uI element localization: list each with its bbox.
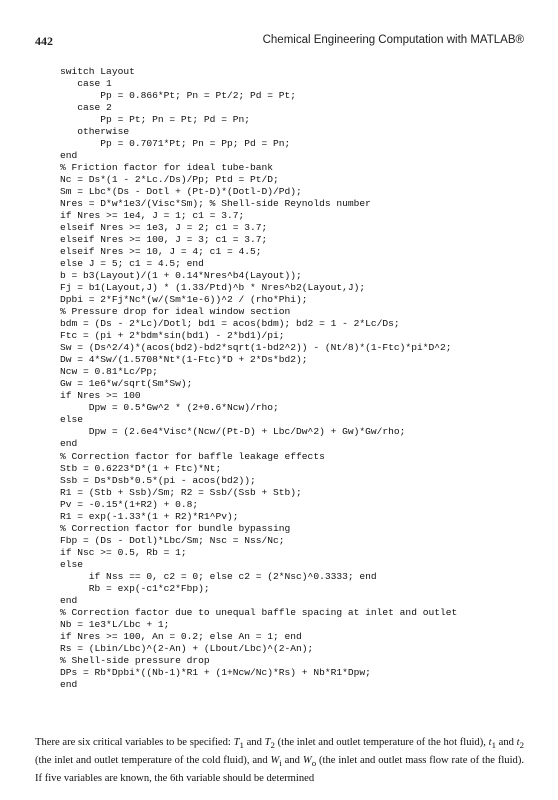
text-span: and [243, 737, 265, 748]
code-line: else J = 5; c1 = 4.5; end [60, 258, 204, 270]
code-line: bdm = (Ds - 2*Lc)/Dotl; bd1 = acos(bdm); bd2 = 1 - 2*Lc/Ds; [60, 318, 400, 330]
code-line: end [60, 150, 78, 162]
var-t: t [516, 737, 520, 748]
code-line: Dpw = 0.5*Gw^2 * (2+0.6*Ncw)/rho; [60, 402, 279, 414]
code-line: Sm = Lbc*(Ds - Dotl + (Pt-D)*(Dotl-D)/Pd); [60, 186, 302, 198]
code-line: Sw = (Ds^2/4)*(acos(bd2)-bd2*sqrt(1-bd2^2)) - (Nt/8)*(1-Ftc)*pi*D^2; [60, 342, 452, 354]
code-line: Nres = D*w*1e3/(Visc*Sm); % Shell-side Reynolds number [60, 198, 371, 210]
code-line: case 2 [60, 102, 112, 114]
text-span: and [495, 737, 517, 748]
code-line: b = b3(Layout)/(1 + 0.14*Nres^b4(Layout)); [60, 270, 302, 282]
code-line: end [60, 438, 78, 450]
subscript: 2 [519, 740, 525, 751]
code-line: R1 = exp(-1.33*(1 + R2)*R1^Pv); [60, 510, 239, 522]
code-line: if Nres >= 1e4, J = 1; c1 = 3.7; [60, 210, 245, 222]
code-line: if Nres >= 100, An = 0.2; else An = 1; end [60, 630, 302, 642]
running-title: Chemical Engineering Computation with MATLAB® [262, 34, 524, 46]
code-line: if Nsc >= 0.5, Rb = 1; [60, 546, 187, 558]
code-line: otherwise [60, 126, 130, 138]
code-line: end [60, 678, 78, 690]
code-line: Stb = 0.6223*D*(1 + Ftc)*Nt; [60, 462, 222, 474]
code-line: % Friction factor for ideal tube-bank [60, 162, 274, 174]
var-T: T [233, 737, 240, 748]
code-line: if Nres >= 100 [60, 390, 141, 402]
text-span: (the inlet and outlet temperature of the cold fluid), and [35, 755, 271, 767]
subscript: 1 [239, 740, 244, 751]
subscript: o [311, 758, 317, 769]
code-line: Nc = Ds*(1 - 2*Lc./Ds)/Pp; Ptd = Pt/D; [60, 174, 279, 186]
text-span: There are six critical variables to be specified: [35, 737, 234, 748]
code-line: Rs = (Lbin/Lbc)^(2-An) + (Lbout/Lbc)^(2-An); [60, 642, 314, 654]
code-line: elseif Nres >= 1e3, J = 2; c1 = 3.7; [60, 222, 268, 234]
code-line: Nb = 1e3*L/Lbc + 1; [60, 618, 170, 630]
code-line: Pp = 0.7071*Pt; Pn = Pp; Pd = Pn; [60, 138, 291, 150]
var-W: W [270, 755, 280, 767]
code-line: elseif Nres >= 100, J = 3; c1 = 3.7; [60, 234, 268, 246]
code-line: DPs = Rb*Dpbi*((Nb-1)*R1 + (1+Ncw/Nc)*Rs) + Nb*R1*Dpw; [60, 666, 371, 678]
code-line: else [60, 558, 84, 570]
matlab-code-block [60, 66, 530, 691]
code-line: Dw = 4*Sw/(1.5708*Nt*(1-Ftc)*D + 2*Ds*bd2); [60, 354, 308, 366]
code-line: Rb = exp(-c1*c2*Fbp); [60, 582, 210, 594]
subscript: i [279, 758, 282, 769]
code-line: elseif Nres >= 10, J = 4; c1 = 4.5; [60, 246, 262, 258]
text-span: and [281, 755, 303, 767]
code-line: R1 = (Stb + Ssb)/Sm; R2 = Ssb/(Ssb + Stb); [60, 486, 302, 498]
code-line: Pp = 0.866*Pt; Pn = Pt/2; Pd = Pt; [60, 90, 297, 102]
page-header [35, 34, 524, 50]
code-line: Dpbi = 2*Fj*Nc*(w/(Sm*1e-6))^2 / (rho*Phi); [60, 294, 308, 306]
code-line: case 1 [60, 78, 112, 90]
page-number: 442 [35, 34, 53, 48]
code-line: % Correction factor for baffle leakage effects [60, 450, 325, 462]
code-line: % Correction factor for bundle bypassing [60, 522, 291, 534]
text-span: (the inlet and outlet mass flow rate of the fluid). If five variables are known, the 6th variable should be determined [35, 755, 524, 785]
var-T: T [264, 737, 271, 748]
subscript: 2 [270, 740, 275, 751]
body-paragraph [35, 735, 524, 786]
code-line: Ssb = Ds*Dsb*0.5*(pi - acos(bd2)); [60, 474, 256, 486]
code-line: Fj = b1(Layout,J) * (1.33/Ptd)^b * Nres^b2(Layout,J); [60, 282, 366, 294]
code-line: % Shell-side pressure drop [60, 654, 210, 666]
code-line: else [60, 414, 84, 426]
code-line: Ftc = (pi + 2*bdm*sin(bd1) - 2*bd1)/pi; [60, 330, 285, 342]
subscript: 1 [491, 740, 496, 751]
code-line: Pp = Pt; Pn = Pt; Pd = Pn; [60, 114, 250, 126]
code-line: Ncw = 0.81*Lc/Pp; [60, 366, 158, 378]
code-line: Dpw = (2.6e4*Visc*(Ncw/(Pt-D) + Lbc/Dw^2) + Gw)*Gw/rho; [60, 426, 406, 438]
var-t: t [488, 737, 492, 748]
code-line: Fbp = (Ds - Dotl)*Lbc/Sm; Nsc = Nss/Nc; [60, 534, 285, 546]
var-W: W [302, 755, 312, 767]
paragraph-text [35, 735, 524, 786]
code-line: Gw = 1e6*w/sqrt(Sm*Sw); [60, 378, 193, 390]
code-line: % Pressure drop for ideal window section [60, 306, 291, 318]
code-line: if Nss == 0, c2 = 0; else c2 = (2*Nsc)^0.3333; end [60, 570, 377, 582]
text-span: (the inlet and outlet temperature of the hot fluid), [274, 737, 489, 748]
code-line: % Correction factor due to unequal baffle spacing at inlet and outlet [60, 606, 458, 618]
code-line: end [60, 594, 78, 606]
code-line: Pv = -0.15*(1+R2) + 0.8; [60, 498, 199, 510]
code-line: switch Layout [60, 66, 135, 77]
